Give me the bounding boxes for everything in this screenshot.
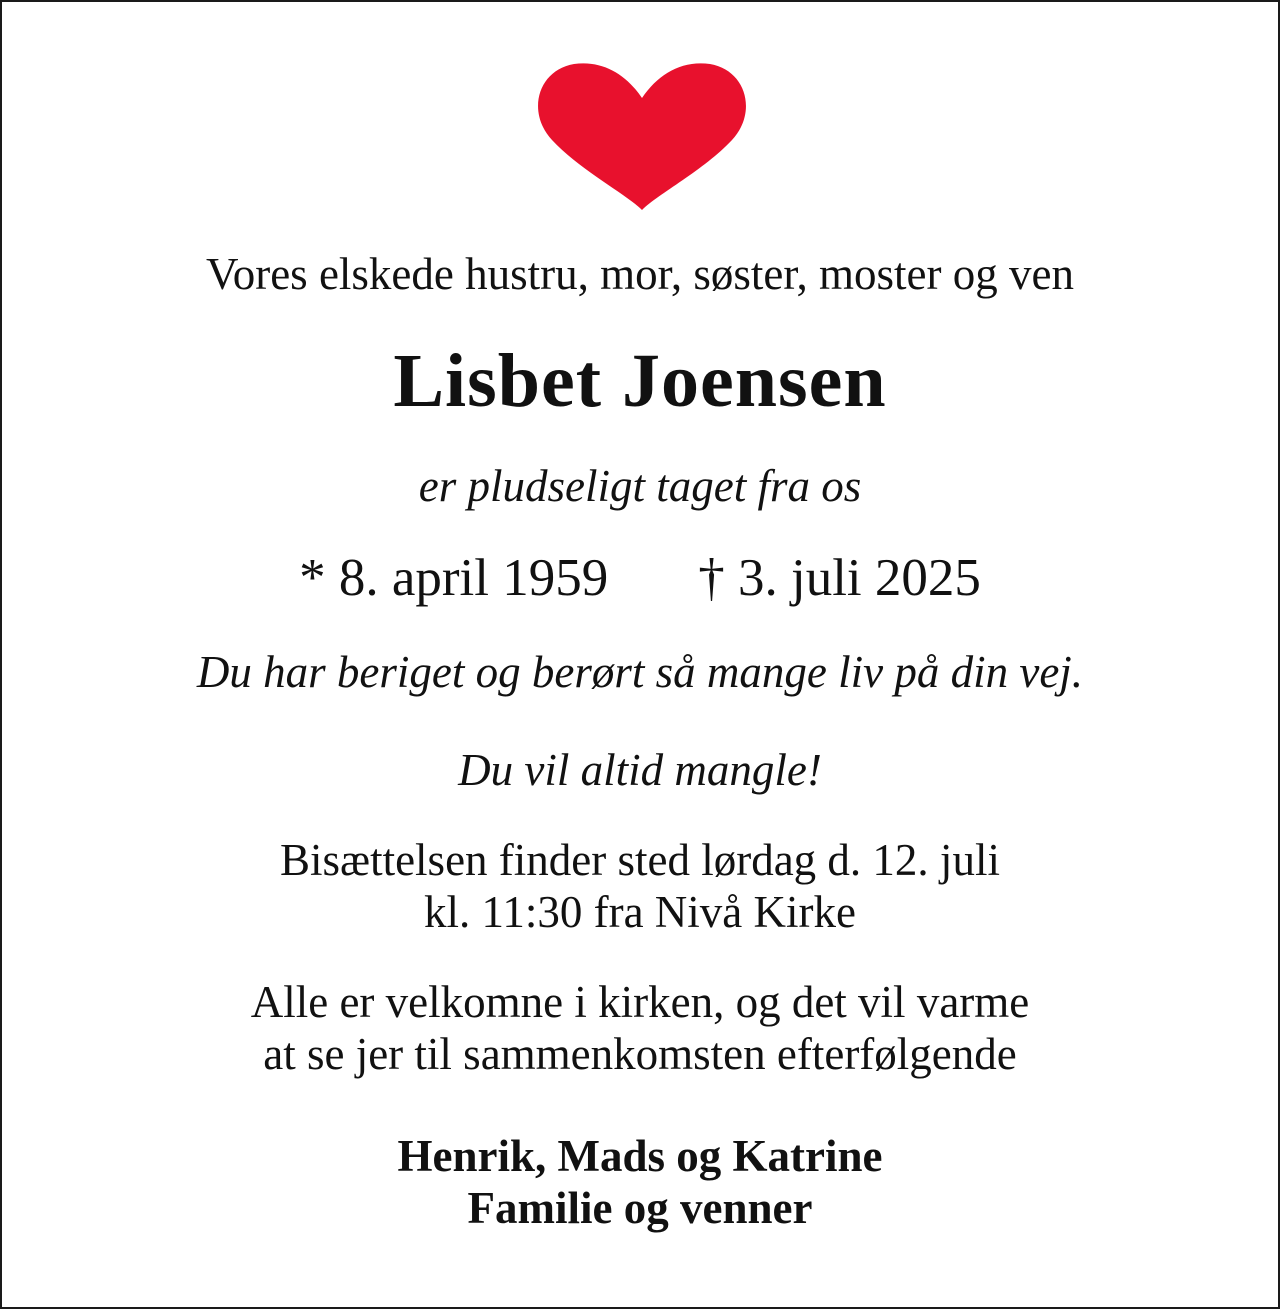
intro-text: Vores elskede hustru, mor, søster, moster og ven [206, 249, 1074, 299]
signature-line-2: Familie og venner [467, 1183, 813, 1233]
signature [2, 1130, 1278, 1234]
deceased-name: Lisbet Joensen [393, 339, 887, 423]
service-line-1: Bisættelsen finder sted lørdag d. 12. juli [280, 835, 1000, 885]
death-date: † 3. juli 2025 [698, 549, 981, 607]
service-info [2, 834, 1278, 938]
subtitle-text: er pludseligt taget fra os [418, 461, 862, 511]
heart-icon [534, 52, 750, 212]
welcome-line-1: Alle er velkomne i kirken, og det vil varme [250, 977, 1030, 1027]
life-dates [2, 546, 1278, 610]
welcome-info [2, 976, 1278, 1080]
welcome-line-2: at se jer til sammenkomsten efterfølgende [263, 1029, 1017, 1079]
birth-date: * 8. april 1959 [299, 549, 609, 607]
quote-line-1: Du har beriget og berørt så mange liv på din vej. [196, 647, 1084, 697]
signature-line-1: Henrik, Mads og Katrine [397, 1131, 883, 1181]
service-line-2: kl. 11:30 fra Nivå Kirke [424, 887, 856, 937]
quote-line-2: Du vil altid mangle! [458, 745, 822, 795]
